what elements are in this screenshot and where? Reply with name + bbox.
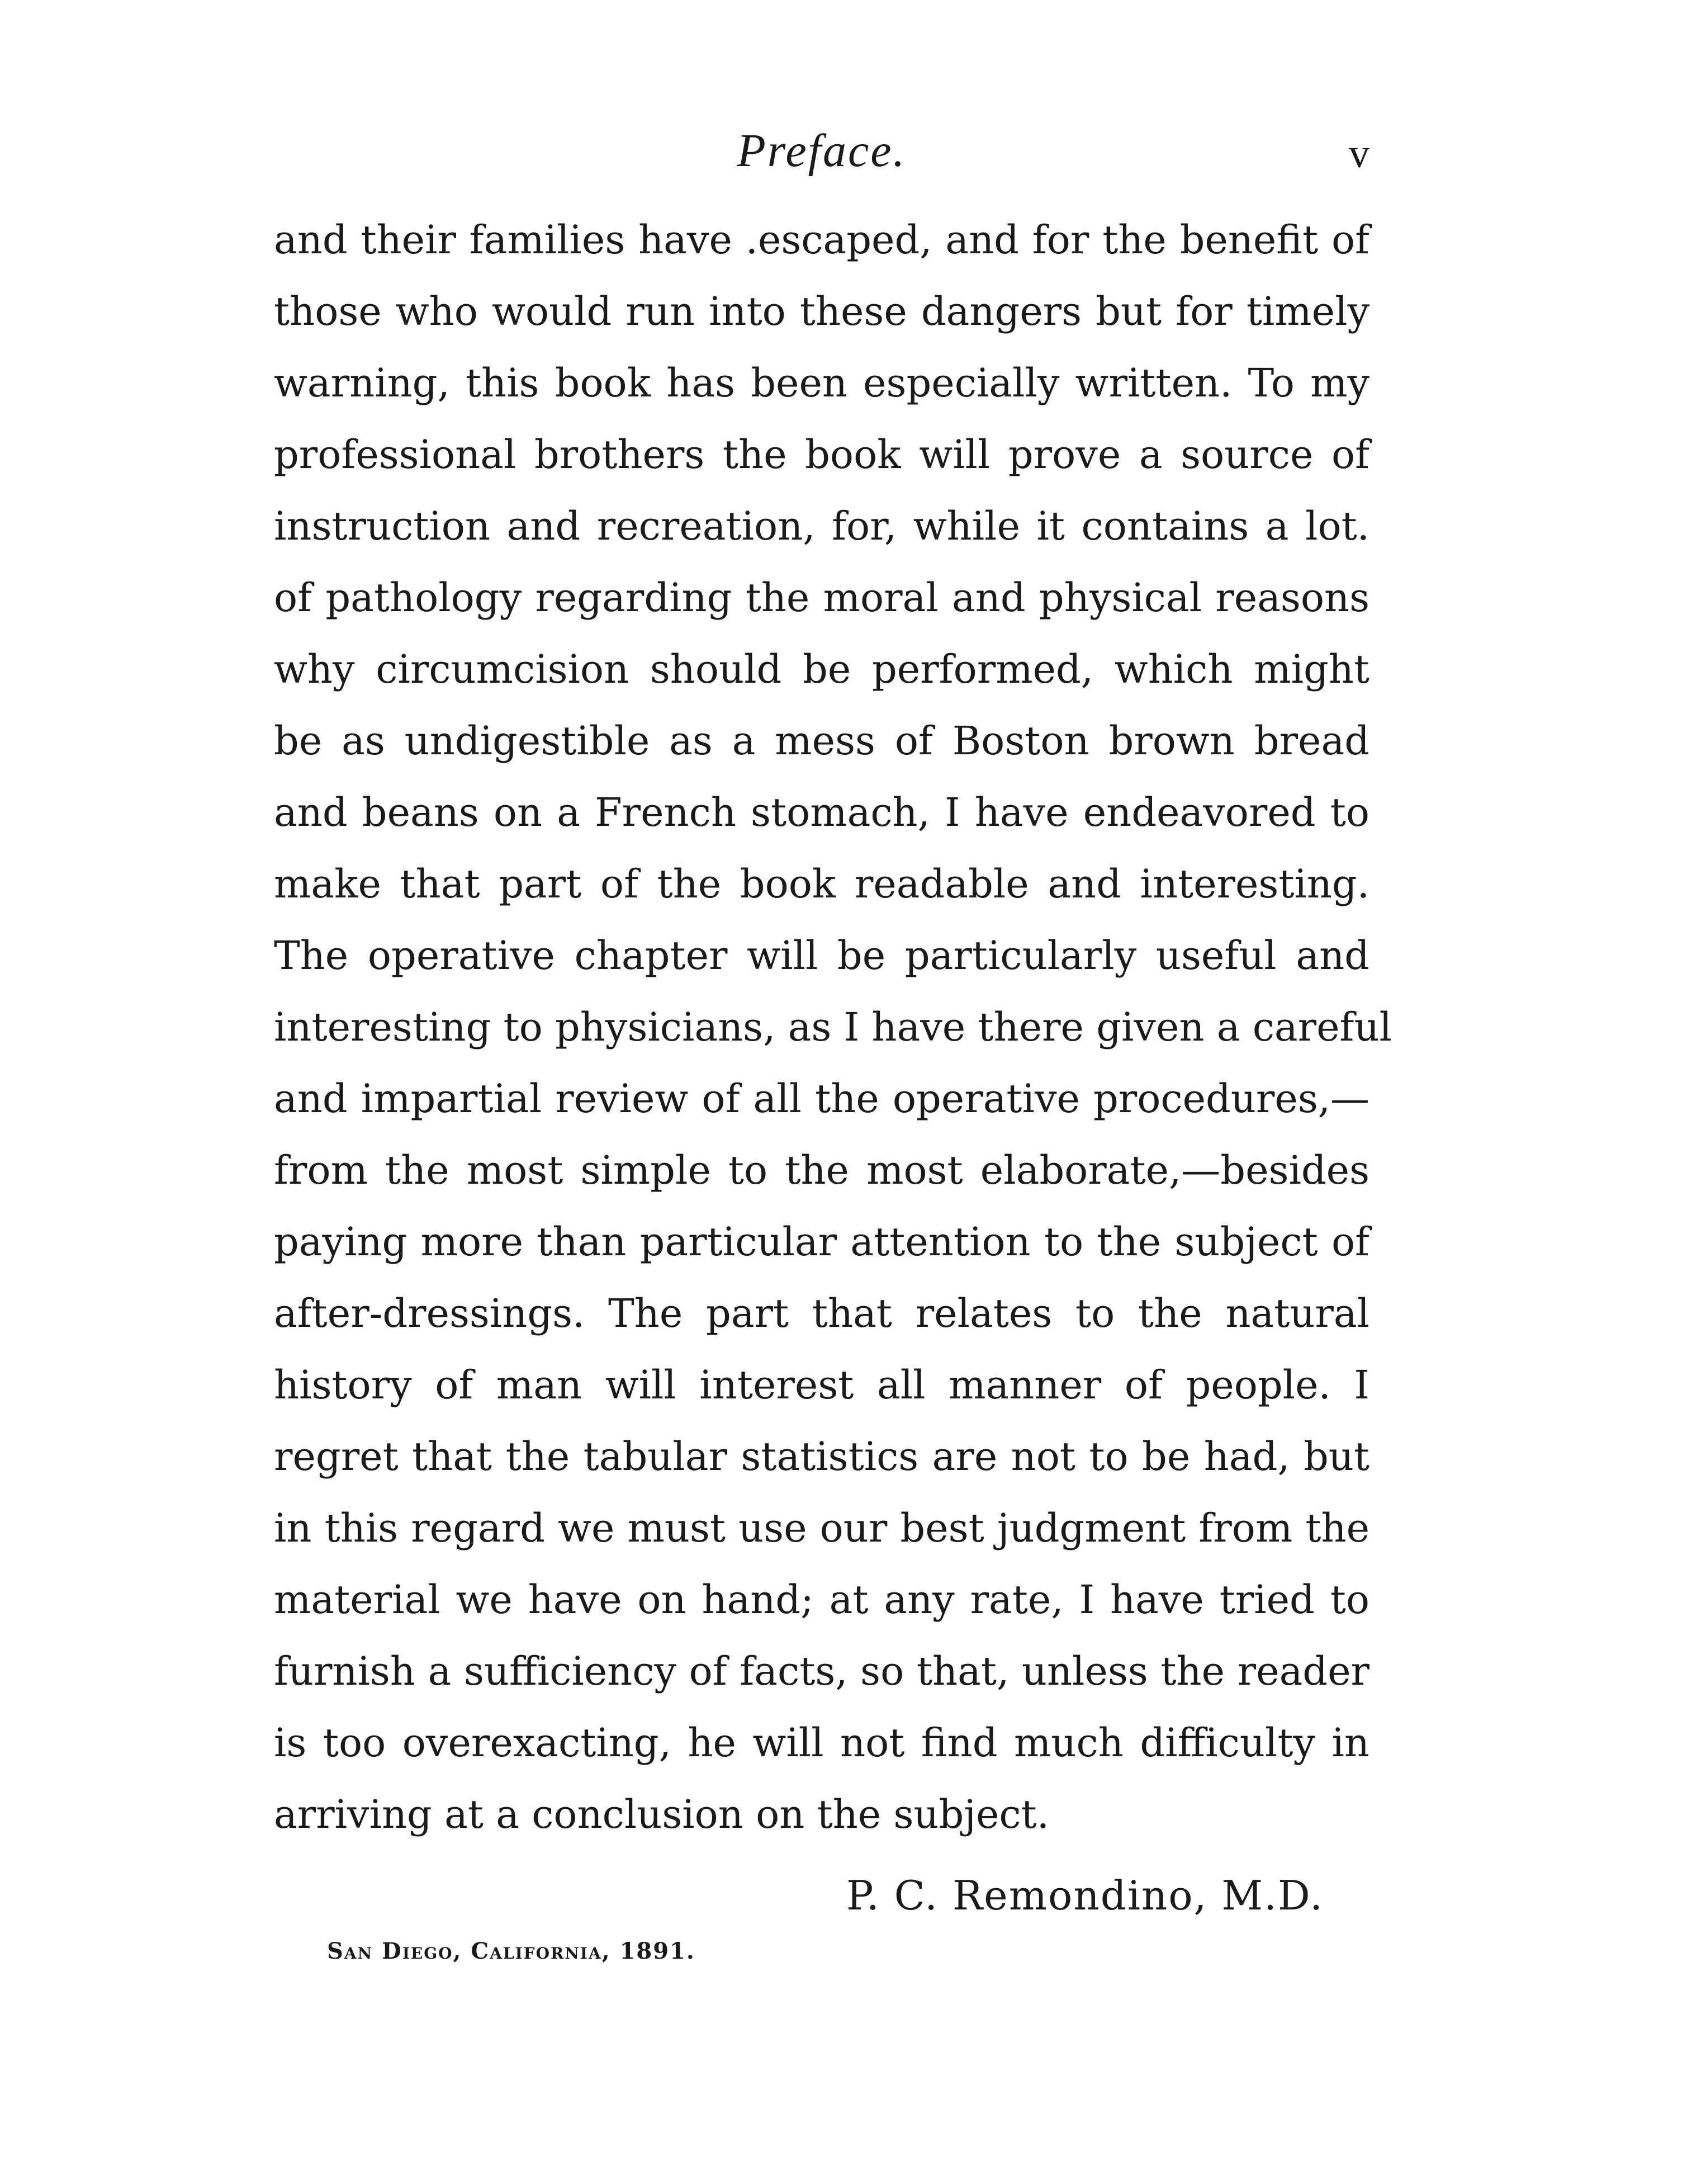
- text-line: professional brothers the book will prove a source of: [274, 432, 1369, 478]
- running-title: Preface.: [737, 125, 907, 177]
- author-signature: P. C. Remondino, M.D.: [846, 1872, 1324, 1919]
- text-line: regret that the tabular statistics are not to be had, but: [274, 1434, 1369, 1479]
- text-line: arriving at a conclusion on the subject.: [274, 1791, 1050, 1837]
- text-line: instruction and recreation, for, while it contains a lot.: [274, 503, 1369, 549]
- text-line: interesting to physicians, as I have there given a careful: [274, 1004, 1392, 1050]
- text-line: from the most simple to the most elaborate,—besides: [274, 1147, 1369, 1193]
- text-line: be as undigestible as a mess of Boston brown bread: [274, 718, 1369, 764]
- running-head: [274, 120, 1369, 182]
- text-line: of pathology regarding the moral and physical reasons: [274, 575, 1369, 621]
- text-line: history of man will interest all manner of people. I: [274, 1362, 1369, 1408]
- text-line: paying more than particular attention to the subject of: [274, 1219, 1369, 1265]
- text-line: and beans on a French stomach, I have endeavored to: [274, 790, 1369, 835]
- text-line: and impartial review of all the operative procedures,—: [274, 1076, 1369, 1122]
- text-line: The operative chapter will be particularly useful and: [274, 933, 1369, 978]
- text-line: warning, this book has been especially written. To my: [274, 360, 1369, 406]
- text-line: make that part of the book readable and interesting.: [274, 861, 1369, 907]
- text-line: furnish a sufficiency of facts, so that, unless the reader: [274, 1648, 1369, 1694]
- text-line: after-dressings. The part that relates to the natural: [274, 1290, 1369, 1336]
- text-line: those who would run into these dangers but for timely: [274, 289, 1369, 334]
- preface-body: [274, 204, 1392, 1850]
- text-line: and their families have .escaped, and for the benefit of: [274, 217, 1369, 263]
- dateline: San Diego, California, 1891.: [327, 1938, 695, 1964]
- page-number: v: [1349, 131, 1369, 177]
- text-line: why circumcision should be performed, which might: [274, 646, 1369, 692]
- text-line: material we have on hand; at any rate, I have tried to: [274, 1577, 1369, 1623]
- text-line: in this regard we must use our best judgment from the: [274, 1505, 1369, 1551]
- text-line: is too overexacting, he will not find much difficulty in: [274, 1720, 1369, 1766]
